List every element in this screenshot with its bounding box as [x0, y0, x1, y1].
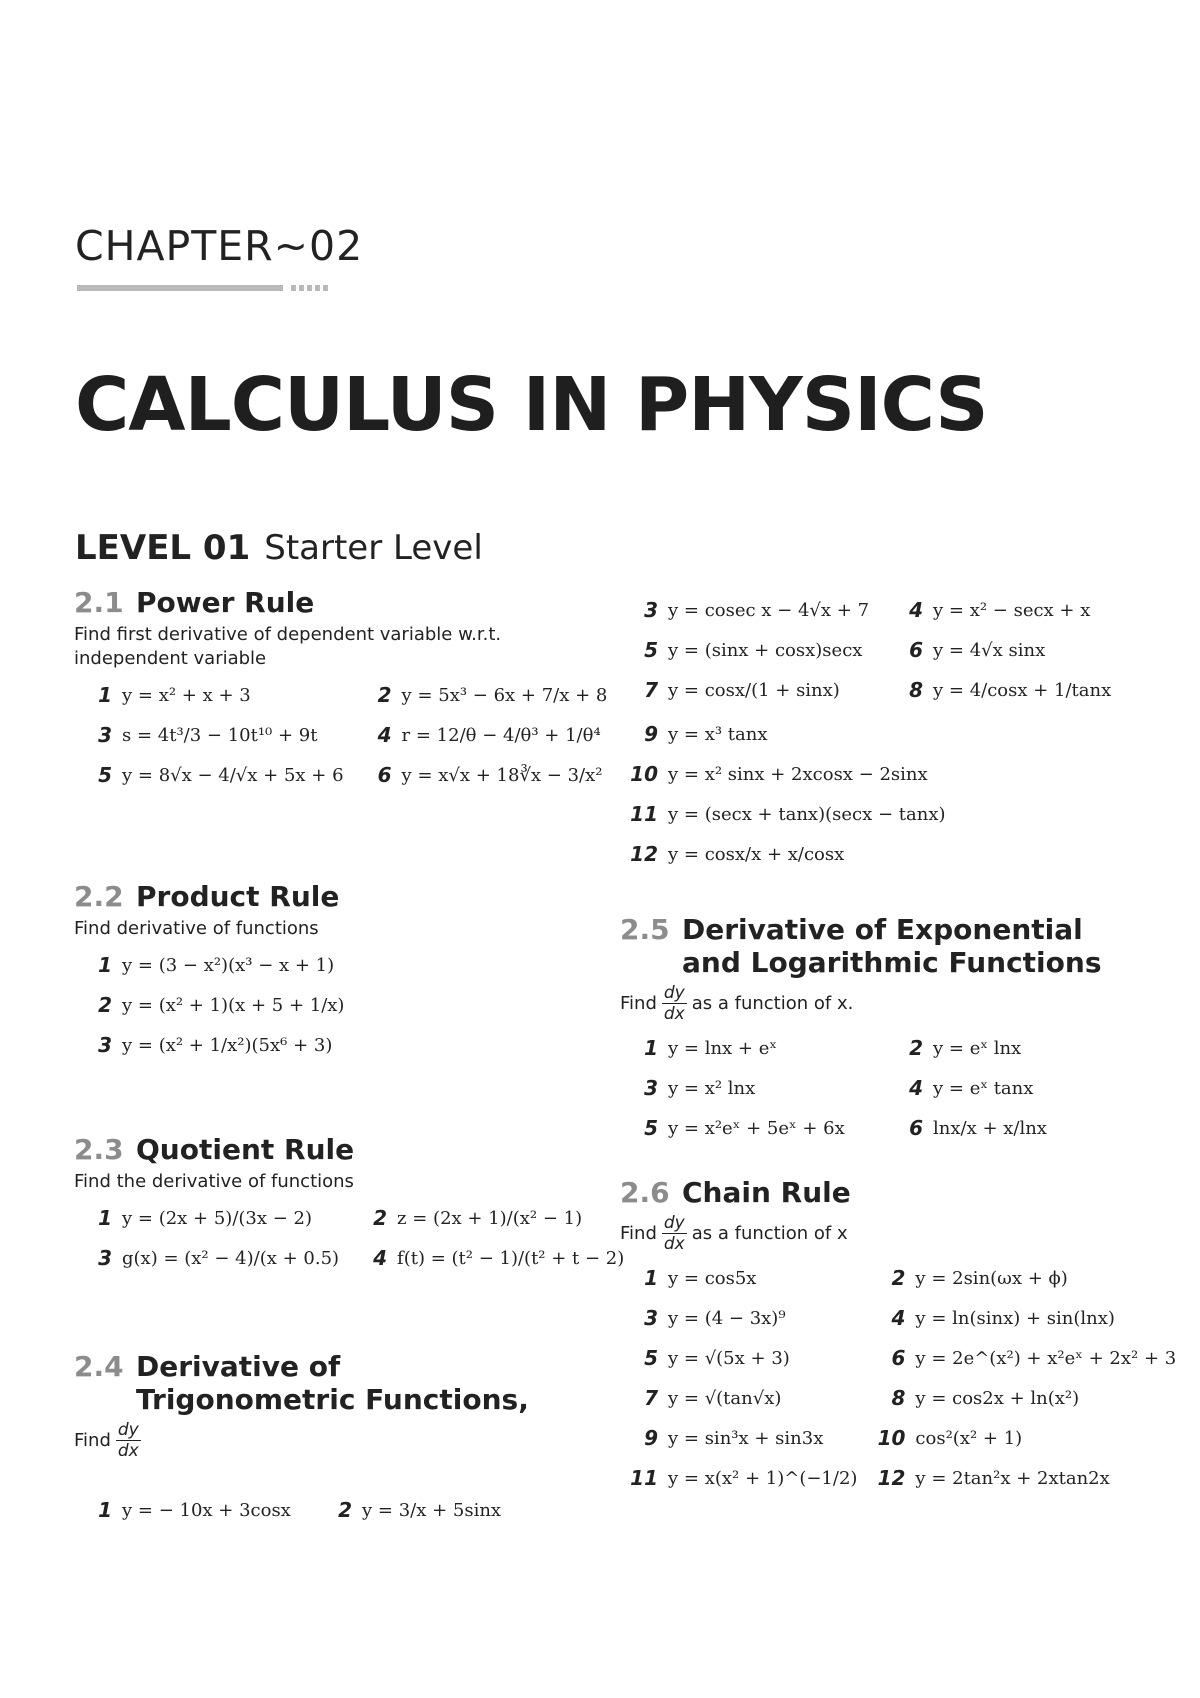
- problem-expression: y = x²eˣ + 5eˣ + 6x: [668, 1117, 845, 1139]
- problem-list: [74, 1490, 544, 1530]
- problem-list: [74, 945, 544, 1065]
- find-instruction: [620, 1213, 1140, 1254]
- problem-number: 7: [644, 1386, 658, 1410]
- section-trig-derivatives: [74, 1350, 544, 1461]
- problem-list: [74, 1198, 625, 1278]
- problem-item: [867, 1258, 1176, 1298]
- problem-expression: y = 8√x − 4/√x + 5x + 6: [122, 764, 344, 786]
- problem-number: 1: [644, 1036, 658, 1060]
- problem-expression: y = 2tan²x + 2xtan2x: [915, 1467, 1110, 1489]
- section-quotient-rule: [74, 1133, 625, 1278]
- section-title: [74, 586, 544, 619]
- problem-item: [867, 1378, 1176, 1418]
- section-title: [620, 1176, 1140, 1209]
- problem-item: [620, 630, 875, 670]
- problem-item: [74, 1490, 304, 1530]
- problem-number: 6: [909, 638, 923, 662]
- problem-expression: y = √(5x + 3): [668, 1347, 790, 1369]
- find-word: Find: [620, 993, 657, 1014]
- section-name: Derivative of Exponential and Logarithmic Functions: [682, 913, 1102, 979]
- problem-item: [620, 1068, 875, 1108]
- problem-item: [620, 1298, 857, 1338]
- problem-item: [885, 630, 1140, 670]
- problem-item: [354, 755, 608, 795]
- problem-item: [74, 755, 344, 795]
- problem-number: 9: [644, 722, 658, 746]
- problem-item: [74, 715, 344, 755]
- problem-item: [354, 675, 608, 715]
- section-title: [620, 913, 1122, 979]
- problem-number: 1: [644, 1266, 658, 1290]
- problem-expression: y = eˣ tanx: [933, 1077, 1034, 1099]
- problem-number: 5: [644, 1116, 658, 1140]
- problem-number: 6: [377, 763, 392, 787]
- problem-expression: y = (sinx + cosx)secx: [668, 639, 863, 661]
- section-name: Quotient Rule: [136, 1133, 355, 1166]
- problem-item: [867, 1418, 1176, 1458]
- level-name: Starter Level: [264, 528, 483, 568]
- chapter-rule: [77, 285, 283, 291]
- problem-item: [620, 670, 875, 710]
- problem-item: [620, 1338, 857, 1378]
- trig-items-right: [620, 586, 1140, 874]
- problem-number: 3: [98, 723, 112, 747]
- section-title: [74, 1133, 544, 1166]
- problem-item: [885, 1028, 1140, 1068]
- dy-dx-fraction: $\frac{dy}{dx}$: [663, 1213, 685, 1254]
- problem-item: [74, 1198, 339, 1238]
- problem-expression: y = x² sinx + 2xcosx − 2sinx: [668, 763, 928, 785]
- section-number: 2.4: [74, 1350, 124, 1383]
- problem-number: 2: [909, 1036, 923, 1060]
- section-instruction: Find derivative of functions: [74, 918, 319, 939]
- section-instruction: Find the derivative of functions: [74, 1171, 354, 1192]
- section-name: Derivative of Trigonometric Functions,: [136, 1350, 529, 1416]
- problem-expression: y = 3/x + 5sinx: [362, 1499, 502, 1521]
- problem-number: 5: [644, 638, 658, 662]
- level-number: LEVEL 01: [75, 528, 251, 568]
- problem-expression: y = − 10x + 3cosx: [122, 1499, 291, 1521]
- problem-expression: y = x√x + 18∛x − 3/x²: [401, 764, 603, 786]
- problem-expression: r = 12/θ − 4/θ³ + 1/θ⁴: [401, 724, 601, 746]
- problem-number: 5: [644, 1346, 658, 1370]
- problem-item: [620, 714, 1140, 754]
- problem-expression: y = ln(sinx) + sin(lnx): [915, 1307, 1115, 1329]
- trig-items-left: [74, 1486, 544, 1530]
- problem-expression: y = cos5x: [668, 1267, 757, 1289]
- find-word: Find: [74, 1430, 111, 1451]
- problem-number: 10: [630, 762, 658, 786]
- chapter-label: CHAPTER~02: [75, 222, 364, 270]
- page-title: CALCULUS IN PHYSICS: [75, 362, 988, 448]
- dy-dx-fraction: $\frac{dy}{dx}$: [663, 983, 685, 1024]
- problem-expression: y = x³ tanx: [668, 723, 768, 745]
- problem-number: 11: [630, 1466, 658, 1490]
- problem-expression: y = 4√x sinx: [933, 639, 1046, 661]
- find-word: Find: [620, 1223, 657, 1244]
- problem-expression: y = cosx/x + x/cosx: [668, 843, 845, 865]
- problem-number: 3: [98, 1033, 112, 1057]
- problem-expression: y = (3 − x²)(x³ − x + 1): [122, 954, 335, 976]
- section-instruction: Find first derivative of dependent variable w.r.t. independent variable: [74, 624, 502, 669]
- problem-expression: cos²(x² + 1): [915, 1427, 1023, 1449]
- problem-number: 2: [377, 683, 392, 707]
- problem-item: [867, 1298, 1176, 1338]
- problem-number: 2: [373, 1206, 388, 1230]
- problem-number: 4: [909, 598, 923, 622]
- problem-item: [74, 675, 344, 715]
- dy-dx-fraction: $\frac{dy}{dx}$: [117, 1420, 139, 1461]
- section-exp-log: [620, 913, 1140, 1148]
- problem-number: 2: [891, 1266, 906, 1290]
- level-heading: [75, 528, 483, 568]
- problem-expression: y = √(tan√x): [668, 1387, 782, 1409]
- problem-item: [867, 1458, 1176, 1498]
- problem-item: [620, 794, 1140, 834]
- problem-number: 10: [877, 1426, 906, 1450]
- problem-expression: y = (secx + tanx)(secx − tanx): [668, 803, 946, 825]
- problem-list: [620, 1028, 1140, 1148]
- problem-number: 2: [338, 1498, 352, 1522]
- problem-item: [620, 754, 1140, 794]
- problem-item: [620, 1458, 857, 1498]
- problem-item: [620, 1258, 857, 1298]
- problem-number: 6: [909, 1116, 923, 1140]
- problem-number: 3: [644, 598, 658, 622]
- problem-expression: z = (2x + 1)/(x² − 1): [397, 1207, 583, 1229]
- problem-expression: y = x² − secx + x: [933, 599, 1091, 621]
- problem-expression: y = x² + x + 3: [122, 684, 251, 706]
- problem-number: 4: [909, 1076, 923, 1100]
- problem-number: 3: [644, 1306, 658, 1330]
- problem-item: [74, 945, 544, 985]
- problem-item: [620, 1378, 857, 1418]
- problem-item: [885, 590, 1140, 630]
- problem-expression: g(x) = (x² − 4)/(x + 0.5): [122, 1247, 340, 1269]
- section-title: [74, 880, 544, 913]
- problem-number: 1: [98, 953, 112, 977]
- problem-number: 11: [630, 802, 658, 826]
- problem-item: [620, 1418, 857, 1458]
- problem-item: [885, 670, 1140, 710]
- problem-expression: y = lnx + eˣ: [668, 1037, 778, 1059]
- problem-item: [349, 1238, 624, 1278]
- problem-item: [74, 1025, 544, 1065]
- problem-expression: y = cosec x − 4√x + 7: [668, 599, 870, 621]
- problem-number: 3: [98, 1246, 112, 1270]
- problem-item: [867, 1338, 1176, 1378]
- problem-expression: y = cosx/(1 + sinx): [668, 679, 840, 701]
- problem-expression: y = x² lnx: [668, 1077, 756, 1099]
- problem-number: 6: [891, 1346, 906, 1370]
- problem-expression: y = eˣ lnx: [933, 1037, 1022, 1059]
- problem-item: [885, 1068, 1140, 1108]
- section-product-rule: [74, 880, 544, 1065]
- problem-list: [620, 1258, 1177, 1498]
- problem-number: 4: [373, 1246, 388, 1270]
- problem-list: [74, 675, 608, 795]
- problem-item: [74, 985, 544, 1025]
- problem-expression: y = (x² + 1/x²)(5x⁶ + 3): [122, 1034, 333, 1056]
- chapter-dots: [291, 285, 328, 291]
- problem-list: [620, 590, 1140, 710]
- problem-item: [354, 715, 608, 755]
- problem-item: [885, 1108, 1140, 1148]
- problem-number: 1: [98, 1206, 112, 1230]
- problem-number: 1: [98, 1498, 112, 1522]
- problem-item: [620, 834, 1140, 874]
- find-instruction: [620, 983, 1140, 1024]
- problem-expression: y = 2e^(x²) + x²eˣ + 2x² + 3: [915, 1347, 1177, 1369]
- section-chain-rule: [620, 1176, 1177, 1498]
- problem-number: 7: [644, 678, 658, 702]
- problem-expression: y = (x² + 1)(x + 5 + 1/x): [122, 994, 345, 1016]
- problem-expression: y = (2x + 5)/(3x − 2): [122, 1207, 313, 1229]
- problem-expression: y = x(x² + 1)^(−1/2): [668, 1467, 858, 1489]
- section-number: 2.6: [620, 1176, 670, 1209]
- section-name: Chain Rule: [682, 1176, 851, 1209]
- problem-item: [314, 1490, 544, 1530]
- problem-item: [349, 1198, 624, 1238]
- section-name: Power Rule: [136, 586, 315, 619]
- section-number: 2.5: [620, 913, 670, 946]
- find-tail: as a function of x: [691, 1223, 848, 1244]
- problem-number: 12: [877, 1466, 906, 1490]
- problem-number: 8: [909, 678, 923, 702]
- section-power-rule: [74, 586, 608, 795]
- problem-number: 9: [644, 1426, 658, 1450]
- problem-number: 5: [98, 763, 112, 787]
- problem-number: 12: [630, 842, 658, 866]
- problem-expression: y = 2sin(ωx + ϕ): [915, 1267, 1068, 1289]
- problem-item: [74, 1238, 339, 1278]
- problem-expression: y = 5x³ − 6x + 7/x + 8: [401, 684, 608, 706]
- section-number: 2.2: [74, 880, 124, 913]
- problem-expression: y = 4/cosx + 1/tanx: [933, 679, 1112, 701]
- find-tail: as a function of x.: [691, 993, 854, 1014]
- problem-number: 1: [98, 683, 112, 707]
- problem-item: [620, 1108, 875, 1148]
- problem-expression: lnx/x + x/lnx: [933, 1117, 1047, 1139]
- section-number: 2.3: [74, 1133, 124, 1166]
- problem-number: 4: [891, 1306, 906, 1330]
- problem-number: 2: [98, 993, 112, 1017]
- section-name: Product Rule: [136, 880, 340, 913]
- problem-expression: y = sin³x + sin3x: [668, 1427, 824, 1449]
- problem-expression: f(t) = (t² − 1)/(t² + t − 2): [397, 1247, 625, 1269]
- find-instruction: [74, 1420, 544, 1461]
- problem-item: [620, 590, 875, 630]
- section-title: [74, 1350, 536, 1416]
- problem-number: 8: [891, 1386, 906, 1410]
- problem-item: [620, 1028, 875, 1068]
- problem-expression: y = (4 − 3x)⁹: [668, 1307, 786, 1329]
- section-number: 2.1: [74, 586, 124, 619]
- problem-expression: y = cos2x + ln(x²): [915, 1387, 1080, 1409]
- problem-number: 3: [644, 1076, 658, 1100]
- problem-number: 4: [377, 723, 392, 747]
- problem-list: [620, 714, 1140, 874]
- problem-expression: s = 4t³/3 − 10t¹⁰ + 9t: [122, 724, 318, 746]
